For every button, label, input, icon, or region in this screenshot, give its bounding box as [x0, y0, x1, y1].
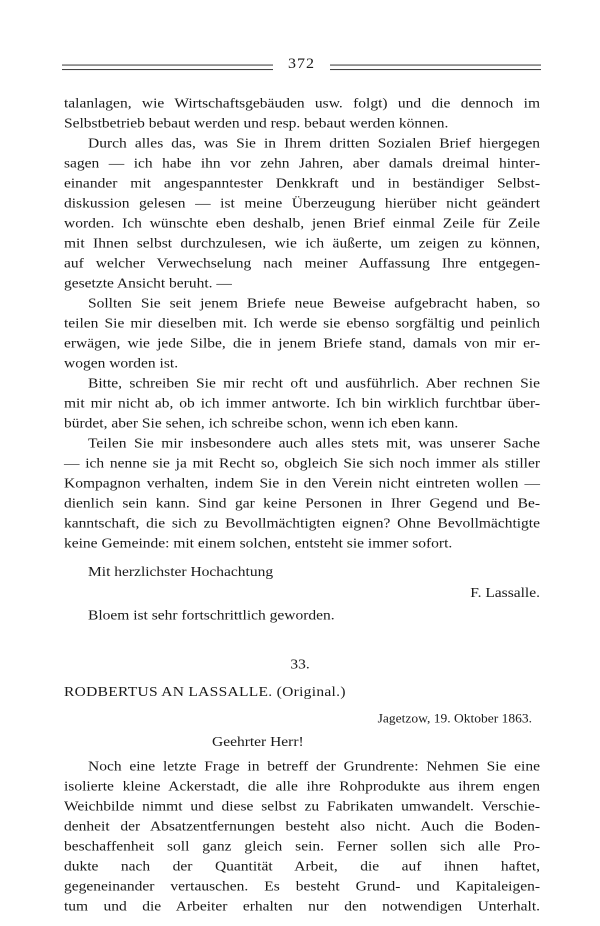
- letter-line: beschaffenheit soll ganz gleich sein. Ferner sollen sich alle Pro-: [64, 838, 540, 855]
- text-line: mit mir nicht ab, ob ich immer antworte. Ich bin wirklich furchtbar über-: [64, 395, 540, 412]
- letter-line: gegeneinander vertauschen. Es besteht Grund- und Kapitaleigen-: [64, 878, 540, 895]
- text-line: Durch alles das, was Sie in Ihrem dritten Sozialen Brief hiergegen: [88, 135, 540, 152]
- letter-line: Noch eine letzte Frage in betreff der Grundrente: Nehmen Sie eine: [88, 758, 540, 775]
- text-line: worden. Ich wünschte eben deshalb, jenen Brief einmal Zeile für Zeile: [64, 215, 540, 232]
- text-line: kanntschaft, die sich zu Bevollmächtigten eignen? Ohne Bevollmächtigte: [64, 515, 540, 532]
- text-line: Kompagnon verhalten, indem Sie in den Verein nicht eintreten wollen —: [64, 475, 540, 492]
- text-line: wogen worden ist.: [64, 355, 179, 372]
- text-line: teilen Sie mir dieselben mit. Ich werde sie ebenso sorgfältig und peinlich: [64, 315, 540, 332]
- text-line: auf welcher Verwechselung nach meiner Auffassung Ihre entgegen-: [64, 255, 540, 272]
- text-line: Sollten Sie seit jenem Briefe neue Beweise aufgebracht haben, so: [88, 295, 540, 312]
- salutation: Geehrter Herr!: [212, 734, 304, 750]
- text-line: dienlich sein kann. Sind gar keine Personen in Ihrer Gegend und Be-: [64, 495, 540, 512]
- text-line: Teilen Sie mir insbesondere auch alles stets mit, was unserer Sache: [88, 435, 540, 452]
- signature: F. Lassalle.: [470, 585, 540, 601]
- text-line: Bitte, schreiben Sie mir recht oft und ausführlich. Aber rechnen Sie: [88, 375, 540, 392]
- text-line: mit Ihnen selbst durchzulesen, wie ich äußerte, um zeigen zu können,: [64, 235, 540, 252]
- text-line: diskussion gelesen — ist meine Überzeugung hierüber nicht geändert: [64, 195, 540, 212]
- section-number: 33.: [290, 656, 310, 673]
- header-rule-right: [330, 65, 541, 70]
- postscript: Bloem ist sehr fortschrittlich geworden.: [88, 607, 335, 624]
- text-line: gesetzte Ansicht beruht. —: [64, 275, 232, 292]
- letter-line: Weichbilde nimmt und diese selbst zu Fabrikaten umwandelt. Verschie-: [64, 798, 540, 815]
- letter-line: dukte nach der Quantität Arbeit, die auf ihnen haftet,: [64, 858, 540, 875]
- page-header: [62, 56, 541, 76]
- letter-heading: RODBERTUS AN LASSALLE. (Original.): [64, 684, 346, 700]
- text-line: bürdet, aber Sie sehen, ich schreibe schon, wenn ich eben kann.: [64, 415, 459, 432]
- text-line: Selbstbetrieb bebaut werden und resp. bebaut werden können.: [64, 115, 449, 132]
- text-line: keine Gemeinde: mit einem solchen, entsteht sie immer sofort.: [64, 535, 453, 552]
- dateline: Jagetzow, 19. Oktober 1863.: [377, 711, 532, 726]
- page-number: 372: [288, 56, 315, 72]
- text-line: talanlagen, wie Wirtschaftsgebäuden usw. folgt) und die dennoch im: [64, 95, 540, 111]
- letter-line: denheit der Absatzentfernungen besteht also nicht. Auch die Boden-: [64, 818, 540, 835]
- letter-line: tum und die Arbeiter erhalten nur den notwendigen Unterhalt.: [64, 898, 540, 915]
- text-line: sagen — ich habe ihn vor zehn Jahren, aber damals dreimal hinter-: [64, 155, 540, 172]
- text-line: erwägen, wie jede Silbe, die in jenem Briefe stand, damals von mir er-: [64, 335, 540, 352]
- text-line: — ich nenne sie ja mit Recht so, obgleich Sie sich noch immer als stiller: [64, 455, 540, 472]
- letter-line: isolierte kleine Ackerstadt, die alle ihre Rohprodukte aus ihrem engen: [64, 778, 540, 795]
- closing: Mit herzlichster Hochachtung: [88, 564, 274, 580]
- text-line: einander mit angespanntester Denkkraft und in beständiger Selbst-: [64, 175, 540, 192]
